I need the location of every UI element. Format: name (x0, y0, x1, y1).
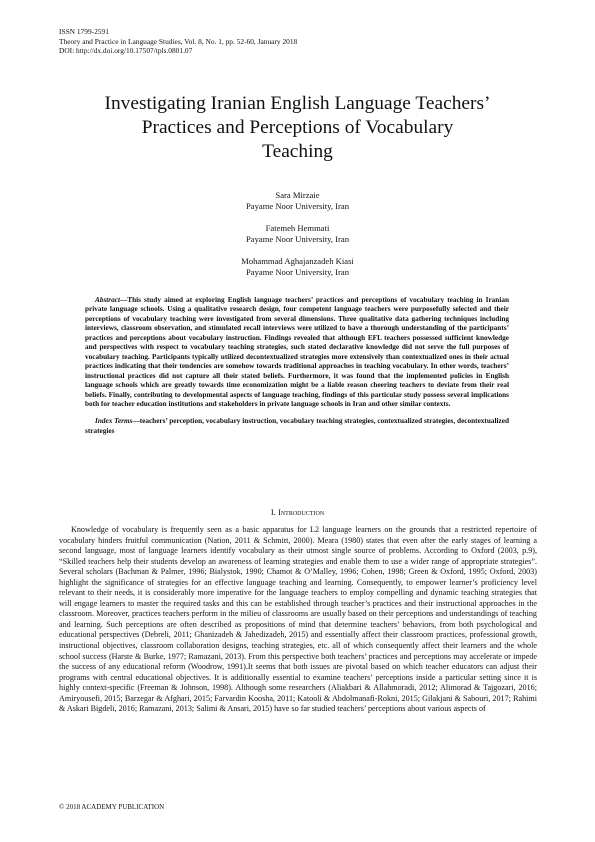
section-heading (40, 507, 555, 517)
issn-text: ISSN 1799-2591 (59, 27, 109, 36)
abstract-text: —This study aimed at exploring English language teachers’ practices and perceptions of vocabulary teaching in Iranian private language schools. Using a qualitative research design, four competent language teachers were purposefully selected and their perceptions of vocabulary teaching were investigated from several dimensions. Three qualitative data gathering techniques including interviews, classroom observation, and stimulated recall interviews were utilized to have a thorough understanding of the participants’ practices and perceptions about vocabulary instruction. Findings revealed that although EFL teachers possessed sufficient knowledge and perspectives with respect to vocabulary teaching strategies, such stated declarative knowledge did not serve the full purposes of vocabulary teaching. Participants typically utilized decontextualized strategies more extensively than contextualized ones in their actual practices indicating that their tendencies are somehow towards traditional approaches in teaching vocabulary. In other words, teachers’ instructional practices did not capture all their stated beliefs. Furthermore, it was found that the implemented policies in English language schools which are greatly towards time economization might be a liable reason cheering teachers to deviate from their real beliefs. Finally, contributing to developmental aspects of language teaching, findings of this particular study possess several implications both for teacher education institutions and stakeholders in private language schools in Iran and other similar contexts. (85, 296, 509, 408)
author-list (40, 190, 555, 289)
index-terms-paragraph (85, 417, 509, 436)
title-line: Teaching (262, 141, 333, 162)
author-block (40, 256, 555, 278)
author-block (40, 223, 555, 245)
author-affiliation: Payame Noor University, Iran (245, 267, 349, 277)
author-affiliation: Payame Noor University, Iran (245, 201, 349, 211)
paper-title (40, 92, 555, 164)
author-name: Mohammad Aghajanzadeh Kiasi (241, 256, 354, 266)
index-terms-text: —teachers’ perception, vocabulary instruction, vocabulary teaching strategies, contextualized strategies, decontextualized strategies (85, 417, 509, 435)
abstract-paragraph (85, 296, 509, 409)
author-name: Fatemeh Hemmati (265, 223, 330, 233)
abstract-section (85, 296, 509, 436)
intro-paragraph: Knowledge of vocabulary is frequently seen as a basic apparatus for L2 language learners on the grounds that a restricted repertoire of vocabulary hinders fruitful communication (Nation, 2011 & Schmitt, 2000). Meara (1980) states that even after the early stages of learning a second language, most of language learners identify vocabulary as their utmost single source of problems. According to Oxford (2003, p.9), “Skilled teachers help their students develop an awareness of learning strategies and enable them to use a wider range of appropriate strategies”. Several scholars (Bachman & Palmer, 1996; Bialystok, 1990; Chamot & O’Malley, 1996; Cohen, 1998; Green & Oxford, 1995; Oxford, 2003) highlight the significance of strategies for an effective language teaching and learning. Consequently, to empower learner’s proficiency level relevant to their needs, it is considerably more imperative for the language teachers to employ compelling and dynamic teaching strategies that will engage learners to master the required tasks and this can be established through teacher’s practices and their instructional approaches in the classroom. Moreover, practices teachers perform in the milieu of classrooms are usually based on their perceptions and understandings of teaching and learning. Such perceptions are often described as propositions of mind that determine teachers’ behaviors, from both psychological and educational perspectives (Debreli, 2011; Ghanizadeh & Jahedizadeh, 2015) and essentially affect their classroom practices, professional growth, instructional objectives, classroom collaboration designs, teaching strategies, etc. all of which consequently affect their learners and the whole school success (Harste & Burke, 1977; Ramazani, 2013). From this perspective both teachers’ practices and perceptions may accelerate or impede the success of any educational reform (Woodrow, 1991).It seems that both issues are pivotal based on which teacher educators can adjust their programs with central educational objectives. It is additionally essential to examine teachers’ perceptions inside a particular setting since it is highly context-specific (Freeman & Johnson, 1998). Although some researchers (Aliakbari & Allahmoradi, 2012; Alimorad & Tajgozari, 2016; Amiryousefi, 2015; Barzegar & Afghari, 2015; Farvardin Koosha, 2011; Katooli & Abdolmanafi-Rokni, 2015; Gilakjani & Sabouri, 2017; Rahimi & Askari Bigdeli, 2016; Ramazani, 2013; Salimi & Ansari, 2015) have so far studied teachers’ perceptions about various aspects of (59, 525, 537, 714)
section-number: I. (270, 507, 278, 517)
title-line: Investigating Iranian English Language Teachers’ (104, 93, 491, 114)
doi-link[interactable]: DOI: http://dx.doi.org/10.17507/tpls.0801.07 (59, 46, 193, 56)
section-title: Introduction (277, 507, 325, 517)
author-block (40, 190, 555, 212)
author-affiliation: Payame Noor University, Iran (245, 234, 349, 244)
footer-copyright: © 2018 ACADEMY PUBLICATION (59, 803, 165, 811)
abstract-label: Abstract (95, 296, 120, 304)
author-name: Sara Mirzaie (275, 190, 320, 200)
journal-citation: Theory and Practice in Language Studies, Vol. 8, No. 1, pp. 52-60, January 2018 (59, 36, 298, 46)
journal-header (59, 27, 297, 56)
title-line: Practices and Perceptions of Vocabulary (141, 117, 454, 138)
index-terms-label: Index Terms (95, 417, 133, 426)
body-text (59, 525, 537, 715)
